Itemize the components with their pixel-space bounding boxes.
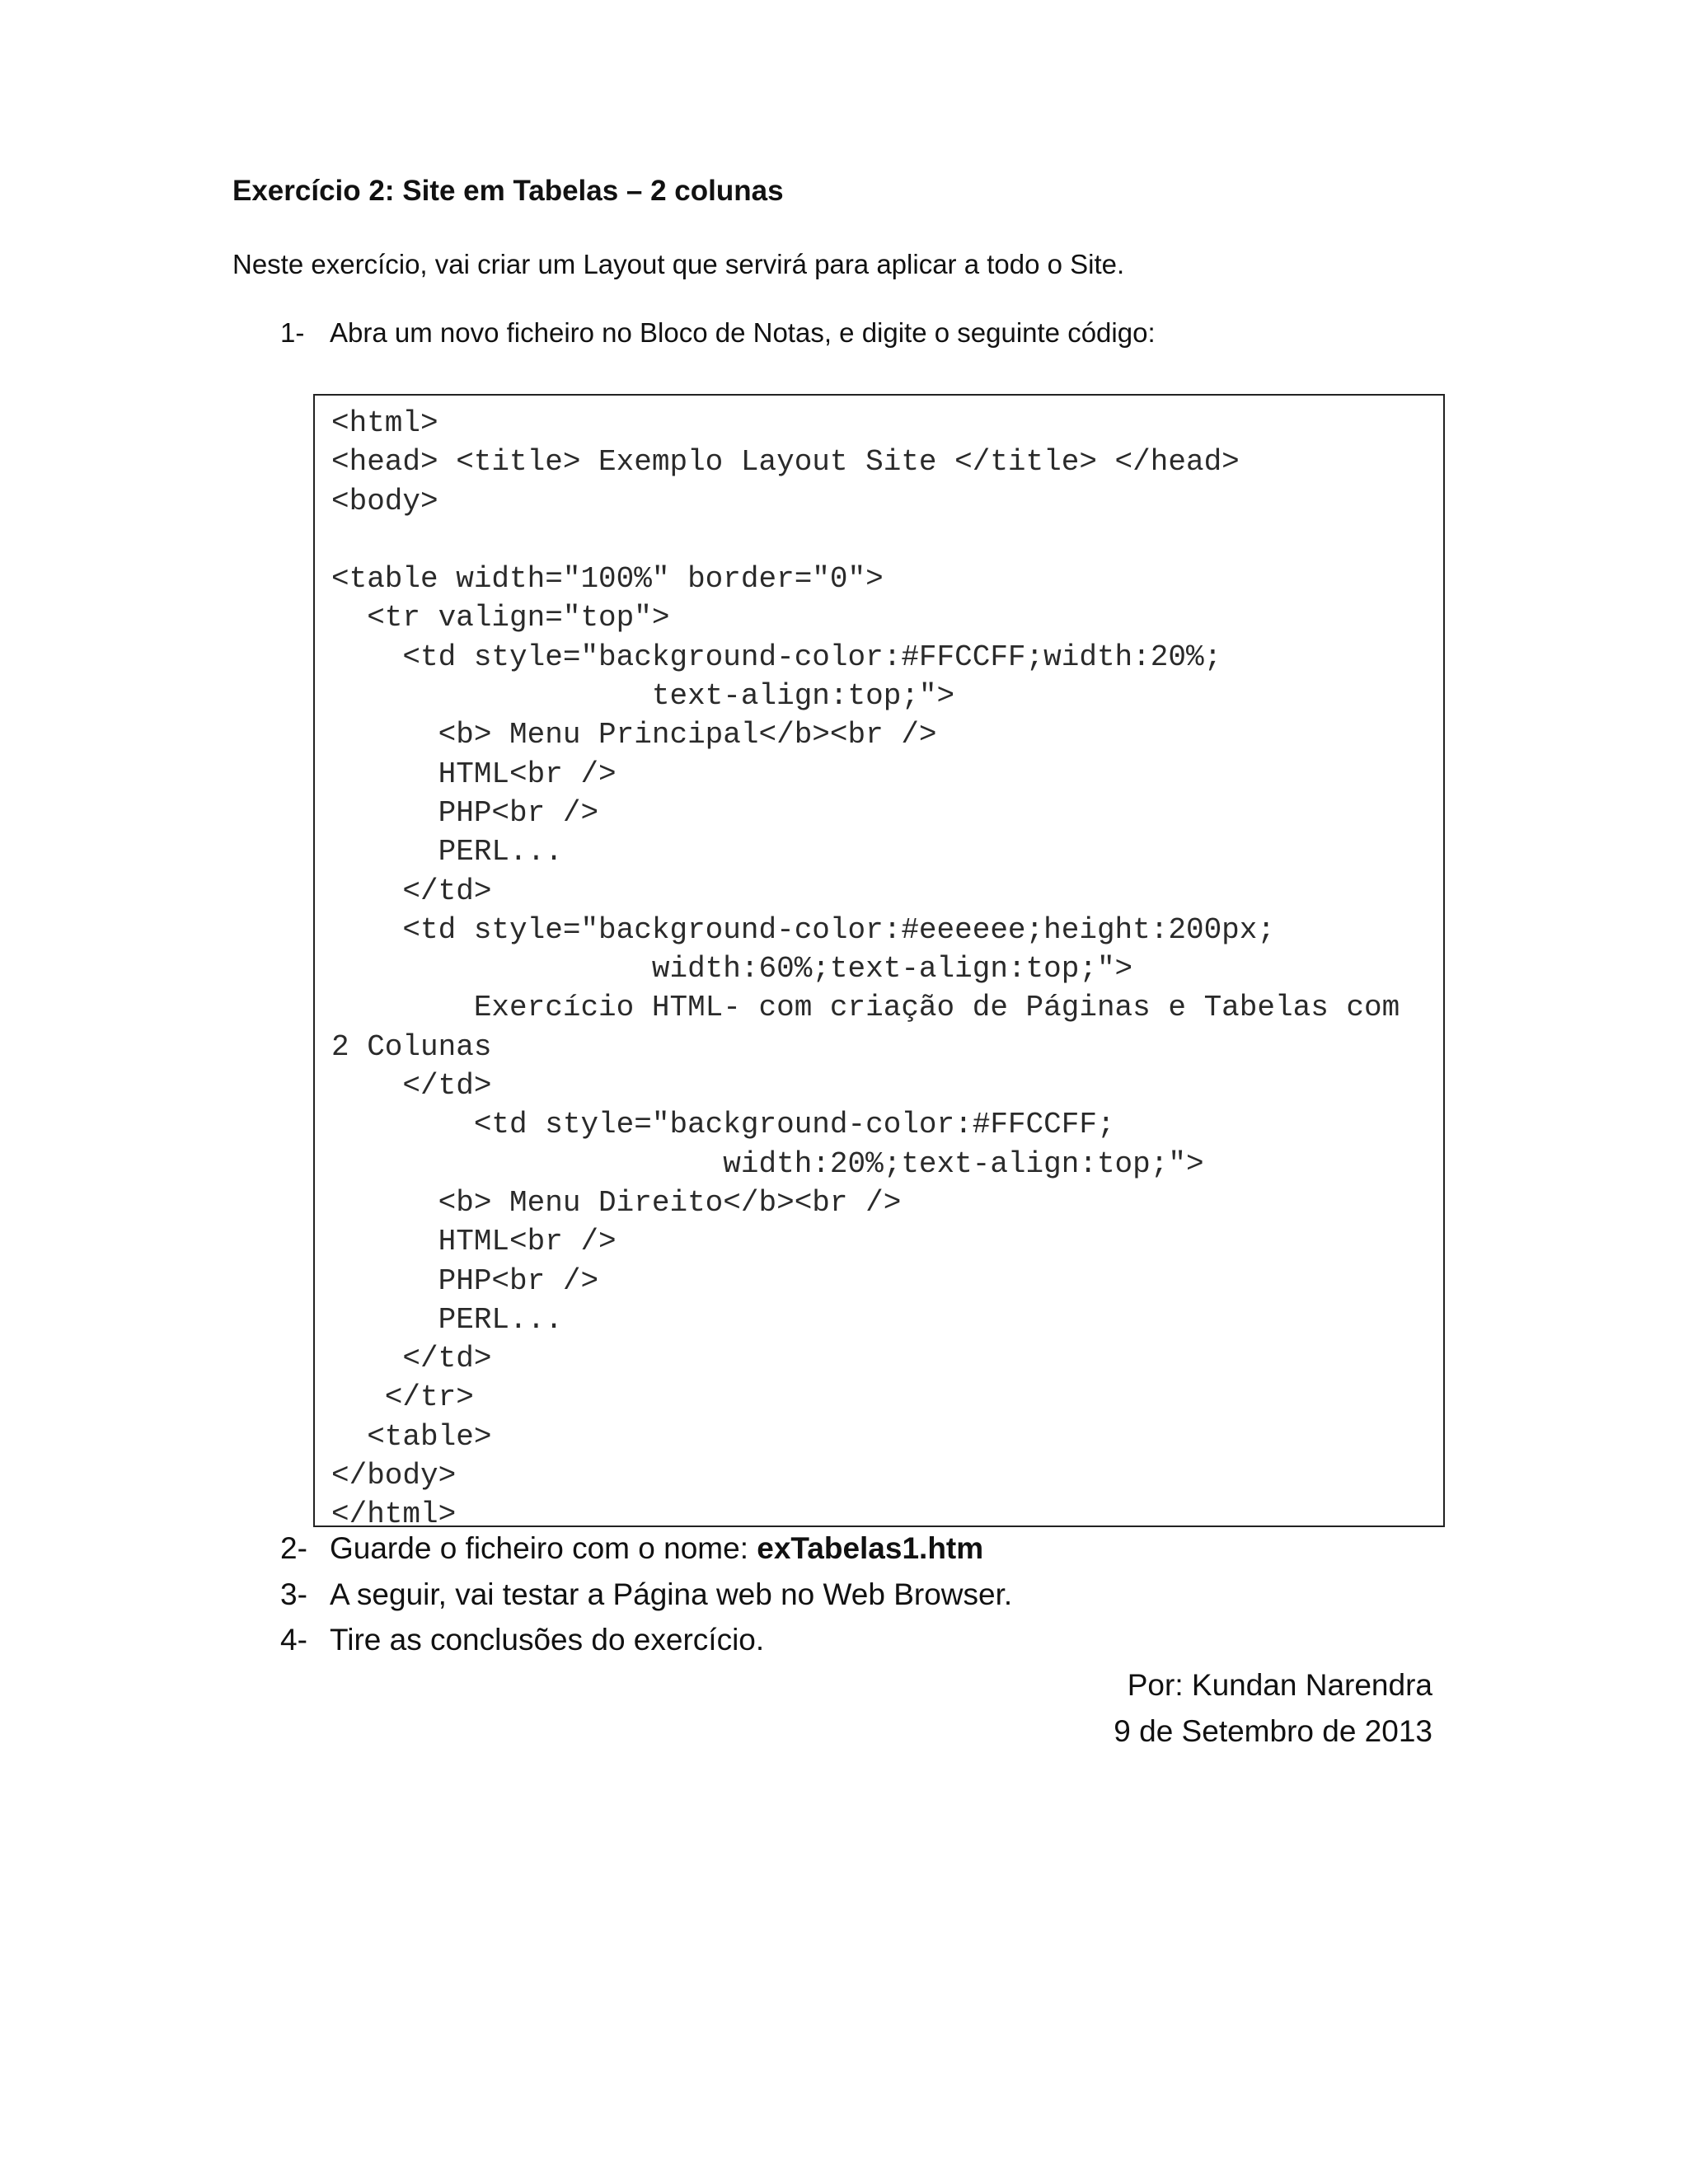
code-line: </td>	[331, 1342, 492, 1376]
code-line: <table>	[331, 1419, 492, 1454]
step-number: 1-	[280, 317, 305, 348]
exercise-title: Exercício 2: Site em Tabelas – 2 colunas	[232, 175, 784, 207]
code-line: PHP<br />	[331, 795, 599, 830]
step-1	[280, 317, 1156, 349]
code-line: </td>	[331, 1069, 492, 1104]
step-text-plain: Guarde o ficheiro com o nome:	[330, 1531, 757, 1565]
code-line: PHP<br />	[331, 1263, 599, 1298]
filename-bold: exTabelas1.htm	[757, 1531, 984, 1565]
code-line: <head> <title> Exemplo Layout Site </title> </head>	[331, 445, 1240, 480]
code-line: <body>	[331, 484, 438, 518]
step-number: 4-	[280, 1623, 307, 1657]
code-line: <table width="100%" border="0">	[331, 562, 884, 597]
intro-paragraph: Neste exercício, vai criar um Layout que servirá para aplicar a todo o Site.	[232, 249, 1125, 279]
code-line: <td style="background-color:#FFCCFF;width:20%;	[331, 640, 1222, 674]
code-line: </html>	[331, 1497, 457, 1532]
code-line: width:60%;text-align:top;">	[331, 952, 1133, 987]
code-line: <b> Menu Direito</b><br />	[331, 1185, 902, 1220]
code-line	[331, 521, 1443, 560]
step-text	[330, 1531, 983, 1566]
step-number: 3-	[280, 1577, 307, 1611]
code-line: <td style="background-color:#eeeeee;height:200px;	[331, 912, 1275, 947]
step-4	[280, 1623, 764, 1657]
step-text: Abra um novo ficheiro no Bloco de Notas, e digite o seguinte código:	[330, 317, 1156, 348]
code-line: 2 Colunas	[331, 1029, 492, 1064]
code-line: text-align:top;">	[331, 679, 955, 714]
code-line: </tr>	[331, 1380, 474, 1415]
signature-date: 9 de Setembro de 2013	[1114, 1714, 1432, 1748]
code-line: HTML<br />	[331, 757, 617, 791]
code-line: Exercício HTML- com criação de Páginas e Tabelas com	[331, 991, 1400, 1025]
code-line: <tr valign="top">	[331, 601, 670, 635]
code-line: <html>	[331, 406, 438, 440]
step-3	[280, 1577, 1012, 1612]
code-line: width:20%;text-align:top;">	[331, 1146, 1204, 1181]
code-line: </td>	[331, 874, 492, 908]
code-line: PERL...	[331, 835, 563, 869]
step-text: Tire as conclusões do exercício.	[330, 1623, 765, 1657]
code-line: HTML<br />	[331, 1225, 617, 1259]
code-line: <td style="background-color:#FFCCFF;	[331, 1108, 1115, 1142]
code-block	[313, 394, 1445, 1532]
step-text: A seguir, vai testar a Página web no Web Browser.	[330, 1577, 1013, 1611]
code-line: PERL...	[331, 1302, 563, 1337]
step-2	[280, 1531, 983, 1566]
code-line: </body>	[331, 1459, 457, 1493]
code-line: <b> Menu Principal</b><br />	[331, 718, 937, 752]
step-number: 2-	[280, 1531, 307, 1565]
signature-author: Por: Kundan Narendra	[1127, 1668, 1432, 1702]
